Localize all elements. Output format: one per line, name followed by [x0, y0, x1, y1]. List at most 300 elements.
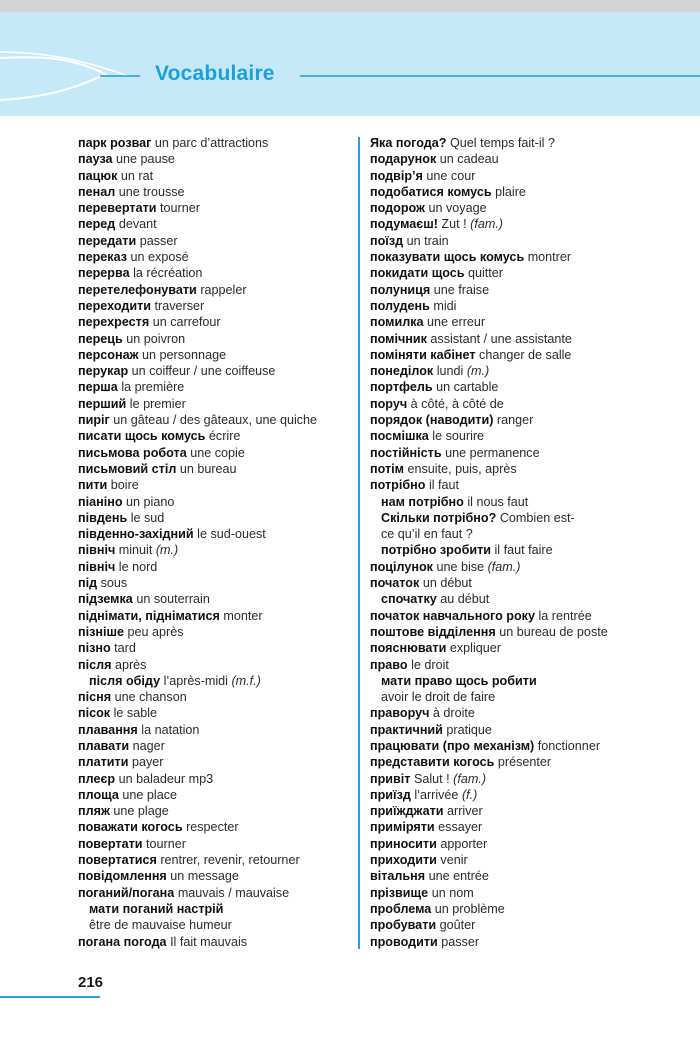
ukrainian-term: проблема	[370, 901, 432, 916]
ukrainian-term: повертати	[78, 836, 143, 851]
vocab-entry	[78, 428, 350, 444]
vocab-entry	[78, 868, 350, 884]
french-translation: assistant / une assistante	[430, 331, 572, 346]
vocab-entry	[370, 282, 670, 298]
ukrainian-term: поміняти кабінет	[370, 347, 476, 362]
french-translation: une place	[122, 787, 178, 802]
vocab-entry	[78, 836, 350, 852]
ukrainian-term: персонаж	[78, 347, 139, 362]
french-translation: une erreur	[427, 315, 486, 330]
vocab-entry	[370, 298, 670, 314]
french-translation: Il fait mauvais	[170, 934, 248, 949]
ukrainian-term: північ	[78, 543, 116, 558]
vocab-entry	[78, 705, 350, 721]
ukrainian-term: постійність	[370, 445, 442, 460]
ukrainian-term: порядок (наводити)	[370, 413, 494, 428]
french-translation: goûter	[439, 918, 476, 933]
french-translation: présenter	[497, 755, 552, 770]
vocab-entry	[78, 722, 350, 738]
vocab-entry	[78, 917, 350, 933]
french-translation: plaire	[495, 184, 526, 199]
vocab-entry	[370, 363, 670, 379]
french-translation: une trousse	[118, 184, 185, 199]
ukrainian-term: пауза	[78, 152, 113, 167]
page-title: Vocabulaire	[155, 62, 275, 85]
ukrainian-term: приміряти	[370, 820, 435, 835]
french-translation: un bureau de poste	[499, 624, 608, 639]
french-translation: tourner	[160, 201, 200, 216]
vocab-entry	[370, 803, 670, 819]
right-column	[370, 135, 670, 950]
ukrainian-term: пити	[78, 478, 108, 493]
vocab-entry	[78, 282, 350, 298]
ukrainian-term: подобатися комусь	[370, 184, 492, 199]
french-translation: le sable	[113, 706, 158, 721]
vocab-entry	[370, 640, 670, 656]
french-translation: un baladeur mp3	[118, 771, 214, 786]
ukrainian-term: подумаєш!	[370, 217, 438, 232]
vocab-entry	[78, 510, 350, 526]
vocab-entry	[370, 347, 670, 363]
grammar-note: (m.f.)	[231, 673, 261, 688]
ukrainian-term: праворуч	[370, 706, 430, 721]
ukrainian-term: мати поганий настрій	[89, 901, 224, 916]
ukrainian-term: прізвище	[370, 885, 429, 900]
page-number: 216	[78, 974, 104, 991]
ukrainian-term: перукар	[78, 364, 129, 379]
vocab-entry	[370, 705, 670, 721]
french-translation: Salut !	[413, 771, 450, 786]
ukrainian-term: пояснювати	[370, 641, 447, 656]
vocab-entry	[78, 624, 350, 640]
vocab-entry	[78, 787, 350, 803]
vocab-entry	[370, 494, 670, 510]
vocab-entry	[78, 135, 350, 151]
vocab-entry	[370, 168, 670, 184]
ukrainian-term: переказ	[78, 250, 128, 265]
ukrainian-term: передати	[78, 233, 137, 248]
vocab-entry	[78, 640, 350, 656]
vocab-entry	[78, 901, 350, 917]
vocab-entry	[78, 803, 350, 819]
vocab-entry	[370, 184, 670, 200]
vocab-entry	[78, 233, 350, 249]
french-translation: une entrée	[428, 869, 489, 884]
ukrainian-term: під	[78, 576, 98, 591]
left-column	[78, 135, 350, 950]
french-translation: Zut !	[441, 217, 467, 232]
vocab-entry	[370, 510, 670, 526]
french-translation: une pause	[116, 152, 175, 167]
vocab-entry	[78, 689, 350, 705]
ukrainian-term: посмішка	[370, 429, 429, 444]
french-translation: nager	[132, 738, 165, 753]
french-translation: la natation	[141, 722, 200, 737]
french-translation: un carrefour	[152, 315, 221, 330]
vocab-entry	[78, 151, 350, 167]
vocab-entry	[78, 477, 350, 493]
vocab-entry	[78, 184, 350, 200]
french-translation: l’arrivée	[414, 787, 459, 802]
vocab-entry	[78, 559, 350, 575]
vocab-entry	[370, 901, 670, 917]
vocab-entry	[370, 868, 670, 884]
french-translation: un personnage	[142, 347, 227, 362]
french-translation: un cadeau	[439, 152, 499, 167]
ukrainian-term: потрібно зробити	[381, 543, 491, 558]
french-translation: un souterrain	[136, 592, 210, 607]
ukrainian-term: представити когось	[370, 755, 495, 770]
ukrainian-term: повідомлення	[78, 869, 167, 884]
french-translation: mauvais / mauvaise	[177, 885, 290, 900]
vocab-entry	[370, 412, 670, 428]
french-translation: lundi	[436, 364, 464, 379]
french-translation: rentrer, revenir, retourner	[160, 853, 300, 868]
french-translation: un voyage	[428, 201, 487, 216]
vocab-entry	[78, 885, 350, 901]
french-translation: un train	[406, 233, 449, 248]
french-translation: un cartable	[436, 380, 499, 395]
french-translation: un nom	[431, 885, 474, 900]
vocab-entry	[370, 819, 670, 835]
french-translation: monter	[223, 608, 263, 623]
ukrainian-term: поганий/погана	[78, 885, 175, 900]
vocab-entry	[370, 445, 670, 461]
french-translation: passer	[139, 233, 178, 248]
ukrainian-term: покидати щось	[370, 266, 465, 281]
column-divider	[358, 137, 360, 949]
french-translation: ranger	[496, 413, 534, 428]
footer-rule	[0, 996, 100, 998]
vocab-entry	[370, 771, 670, 787]
vocab-entry	[78, 526, 350, 542]
french-translation: la récréation	[133, 266, 203, 281]
french-translation: Quel temps fait-il ?	[449, 136, 555, 150]
ukrainian-term: парк розваг	[78, 136, 152, 150]
french-translation: le sourire	[432, 429, 485, 444]
ukrainian-term: початок	[370, 576, 420, 591]
french-translation: un coiffeur / une coiffeuse	[131, 364, 276, 379]
ukrainian-term: перша	[78, 380, 118, 395]
ukrainian-term: письмова робота	[78, 445, 187, 460]
french-translation: apporter	[440, 836, 488, 851]
french-translation: il faut	[428, 478, 460, 493]
french-translation: quitter	[467, 266, 503, 281]
french-translation: payer	[131, 755, 164, 770]
grammar-note: (m.)	[155, 543, 179, 558]
french-translation: tourner	[146, 836, 186, 851]
vocab-entry	[370, 885, 670, 901]
ukrainian-term: після	[78, 657, 112, 672]
ukrainian-term: пенал	[78, 184, 116, 199]
vocab-entry	[370, 526, 670, 542]
ukrainian-term: перерва	[78, 266, 130, 281]
ukrainian-term: південно-західний	[78, 527, 194, 542]
french-translation: une permanence	[445, 445, 540, 460]
vocab-entry	[370, 673, 670, 689]
vocab-entry	[370, 216, 670, 232]
ukrainian-term: поважати когось	[78, 820, 183, 835]
vocab-entry	[78, 331, 350, 347]
vocab-entry	[78, 819, 350, 835]
vocab-entry	[370, 559, 670, 575]
ukrainian-term: практичний	[370, 722, 443, 737]
ukrainian-term: право	[370, 657, 408, 672]
ukrainian-term: повертатися	[78, 853, 157, 868]
ukrainian-term: помилка	[370, 315, 424, 330]
french-translation: ce qu’il en faut ?	[381, 527, 473, 542]
french-translation: boire	[110, 478, 139, 493]
french-translation: la rentrée	[538, 608, 592, 623]
vocab-entry	[370, 934, 670, 950]
vocab-entry	[370, 379, 670, 395]
ukrainian-term: поштове відділення	[370, 624, 496, 639]
french-translation: ensuite, puis, après	[407, 461, 517, 476]
vocab-entry	[370, 738, 670, 754]
header-wave-decoration	[0, 12, 700, 116]
ukrainian-term: полуниця	[370, 282, 431, 297]
ukrainian-term: проводити	[370, 934, 438, 949]
ukrainian-term: подорож	[370, 201, 425, 216]
vocab-entry	[370, 917, 670, 933]
french-translation: la première	[121, 380, 185, 395]
french-translation: après	[114, 657, 147, 672]
ukrainian-term: помічник	[370, 331, 427, 346]
ukrainian-term: показувати щось комусь	[370, 250, 525, 265]
french-translation: au début	[440, 592, 490, 607]
french-translation: essayer	[438, 820, 483, 835]
french-translation: le premier	[129, 396, 186, 411]
ukrainian-term: плавання	[78, 722, 138, 737]
vocab-entry	[370, 265, 670, 281]
top-gray-band	[0, 0, 700, 12]
ukrainian-term: плавати	[78, 738, 130, 753]
ukrainian-term: пацюк	[78, 168, 118, 183]
french-translation: venir	[440, 853, 468, 868]
french-translation: un piano	[126, 494, 175, 509]
french-translation: une cour	[426, 168, 476, 183]
french-translation: midi	[433, 298, 457, 313]
vocab-entry	[78, 542, 350, 558]
ukrainian-term: потім	[370, 461, 404, 476]
ukrainian-term: північ	[78, 559, 116, 574]
ukrainian-term: потрібно	[370, 478, 426, 493]
vocab-entry	[78, 265, 350, 281]
french-translation: il nous faut	[467, 494, 529, 509]
ukrainian-term: погана погода	[78, 934, 167, 949]
ukrainian-term: мати право щось робити	[381, 673, 537, 688]
french-translation: sous	[100, 576, 128, 591]
ukrainian-term: подвір’я	[370, 168, 423, 183]
french-translation: fonctionner	[537, 738, 601, 753]
ukrainian-term: приносити	[370, 836, 437, 851]
vocab-entry	[78, 396, 350, 412]
french-translation: traverser	[154, 298, 205, 313]
french-translation: une plage	[113, 804, 169, 819]
french-translation: minuit	[118, 543, 153, 558]
french-translation: rappeler	[200, 282, 247, 297]
french-translation: un message	[170, 869, 239, 884]
french-translation: une chanson	[114, 690, 187, 705]
vocab-entry	[78, 168, 350, 184]
french-translation: Combien est-	[499, 510, 575, 525]
french-translation: un rat	[120, 168, 154, 183]
ukrainian-term: пляж	[78, 804, 110, 819]
vocab-entry	[370, 233, 670, 249]
french-translation: l’après-midi	[163, 673, 228, 688]
grammar-note: (fam.)	[470, 217, 504, 232]
french-translation: une fraise	[433, 282, 490, 297]
ukrainian-term: поїзд	[370, 233, 404, 248]
french-translation: un exposé	[130, 250, 189, 265]
ukrainian-term: перший	[78, 396, 127, 411]
ukrainian-term: пісок	[78, 706, 111, 721]
ukrainian-term: перетелефонувати	[78, 282, 197, 297]
vocab-entry	[370, 135, 670, 151]
vocab-entry	[78, 461, 350, 477]
vocab-entry	[78, 591, 350, 607]
grammar-note: (f.)	[461, 787, 478, 802]
french-translation: peu après	[127, 624, 184, 639]
vocab-entry	[370, 477, 670, 493]
french-translation: expliquer	[449, 641, 501, 656]
vocab-entry	[78, 771, 350, 787]
ukrainian-term: платити	[78, 755, 129, 770]
french-translation: le sud-ouest	[197, 527, 266, 542]
ukrainian-term: письмовий стіл	[78, 461, 177, 476]
ukrainian-term: поцілунок	[370, 559, 433, 574]
french-translation: le sud	[130, 510, 165, 525]
ukrainian-term: привіт	[370, 771, 411, 786]
french-translation: arriver	[447, 804, 483, 819]
french-translation: une copie	[190, 445, 245, 460]
ukrainian-term: південь	[78, 510, 128, 525]
vocab-entry	[370, 428, 670, 444]
ukrainian-term: після обіду	[89, 673, 161, 688]
french-translation: devant	[118, 217, 157, 232]
french-translation: un problème	[434, 901, 505, 916]
vocab-entry	[78, 657, 350, 673]
vocab-entry	[370, 151, 670, 167]
ukrainian-term: Яка погода?	[370, 136, 447, 150]
french-translation: être de mauvaise humeur	[89, 918, 232, 933]
vocab-entry	[370, 249, 670, 265]
french-translation: un poivron	[126, 331, 186, 346]
ukrainian-term: перець	[78, 331, 123, 346]
vocab-entry	[78, 608, 350, 624]
ukrainian-term: працювати (про механізм)	[370, 738, 535, 753]
vocab-entry	[370, 591, 670, 607]
vocab-entry	[78, 249, 350, 265]
ukrainian-term: Скільки потрібно?	[381, 510, 497, 525]
french-translation: un gâteau / des gâteaux, une quiche	[113, 413, 318, 428]
ukrainian-term: піаніно	[78, 494, 123, 509]
vocab-entry	[78, 738, 350, 754]
french-translation: à droite	[432, 706, 475, 721]
french-translation: un parc d’attractions	[154, 136, 269, 150]
vocab-entry	[370, 722, 670, 738]
vocab-entry	[370, 314, 670, 330]
vocab-entry	[370, 396, 670, 412]
vocab-entry	[370, 200, 670, 216]
vocab-entry	[370, 575, 670, 591]
vocab-entry	[78, 494, 350, 510]
french-translation: écrire	[208, 429, 241, 444]
ukrainian-term: поруч	[370, 396, 408, 411]
vocab-entry	[78, 575, 350, 591]
french-translation: un bureau	[179, 461, 237, 476]
ukrainian-term: піднімати, підніматися	[78, 608, 220, 623]
ukrainian-term: понеділок	[370, 364, 434, 379]
french-translation: il faut faire	[494, 543, 553, 558]
vocab-entry	[370, 608, 670, 624]
ukrainian-term: нам потрібно	[381, 494, 464, 509]
ukrainian-term: писати щось комусь	[78, 429, 206, 444]
vocab-entry	[78, 754, 350, 770]
vocab-entry	[370, 331, 670, 347]
grammar-note: (m.)	[466, 364, 490, 379]
ukrainian-term: приїзд	[370, 787, 411, 802]
french-translation: pratique	[446, 722, 492, 737]
ukrainian-term: початок навчального року	[370, 608, 535, 623]
vocab-entry	[370, 542, 670, 558]
ukrainian-term: перед	[78, 217, 116, 232]
ukrainian-term: площа	[78, 787, 119, 802]
vocab-entry	[370, 657, 670, 673]
french-translation: un début	[422, 576, 472, 591]
ukrainian-term: спочатку	[381, 592, 437, 607]
french-translation: une bise	[436, 559, 485, 574]
ukrainian-term: перехрестя	[78, 315, 150, 330]
vocab-entry	[370, 624, 670, 640]
vocab-entry	[370, 754, 670, 770]
vocab-entry	[78, 347, 350, 363]
ukrainian-term: полудень	[370, 298, 430, 313]
ukrainian-term: пиріг	[78, 413, 110, 428]
vocab-entry	[78, 314, 350, 330]
french-translation: passer	[441, 934, 480, 949]
grammar-note: (fam.)	[453, 771, 487, 786]
ukrainian-term: підземка	[78, 592, 133, 607]
vocab-entry	[370, 787, 670, 803]
vocab-entry	[78, 298, 350, 314]
ukrainian-term: приходити	[370, 853, 437, 868]
vocab-entry	[370, 461, 670, 477]
ukrainian-term: пробувати	[370, 918, 437, 933]
vocab-entry	[78, 934, 350, 950]
french-translation: à côté, à côté de	[410, 396, 504, 411]
ukrainian-term: подарунок	[370, 152, 437, 167]
vocab-entry	[370, 689, 670, 705]
ukrainian-term: пізно	[78, 641, 111, 656]
french-translation: avoir le droit de faire	[381, 690, 496, 705]
vocab-entry	[370, 836, 670, 852]
french-translation: tard	[114, 641, 136, 656]
french-translation: le nord	[118, 559, 158, 574]
vocab-entry	[78, 852, 350, 868]
french-translation: changer de salle	[479, 347, 572, 362]
ukrainian-term: пізніше	[78, 624, 124, 639]
ukrainian-term: переходити	[78, 298, 152, 313]
ukrainian-term: приїжджати	[370, 804, 444, 819]
ukrainian-term: портфель	[370, 380, 433, 395]
vocab-entry	[78, 216, 350, 232]
ukrainian-term: плеєр	[78, 771, 116, 786]
vocab-entry	[78, 673, 350, 689]
vocab-entry	[78, 200, 350, 216]
vocab-entry	[78, 445, 350, 461]
ukrainian-term: перевертати	[78, 201, 157, 216]
